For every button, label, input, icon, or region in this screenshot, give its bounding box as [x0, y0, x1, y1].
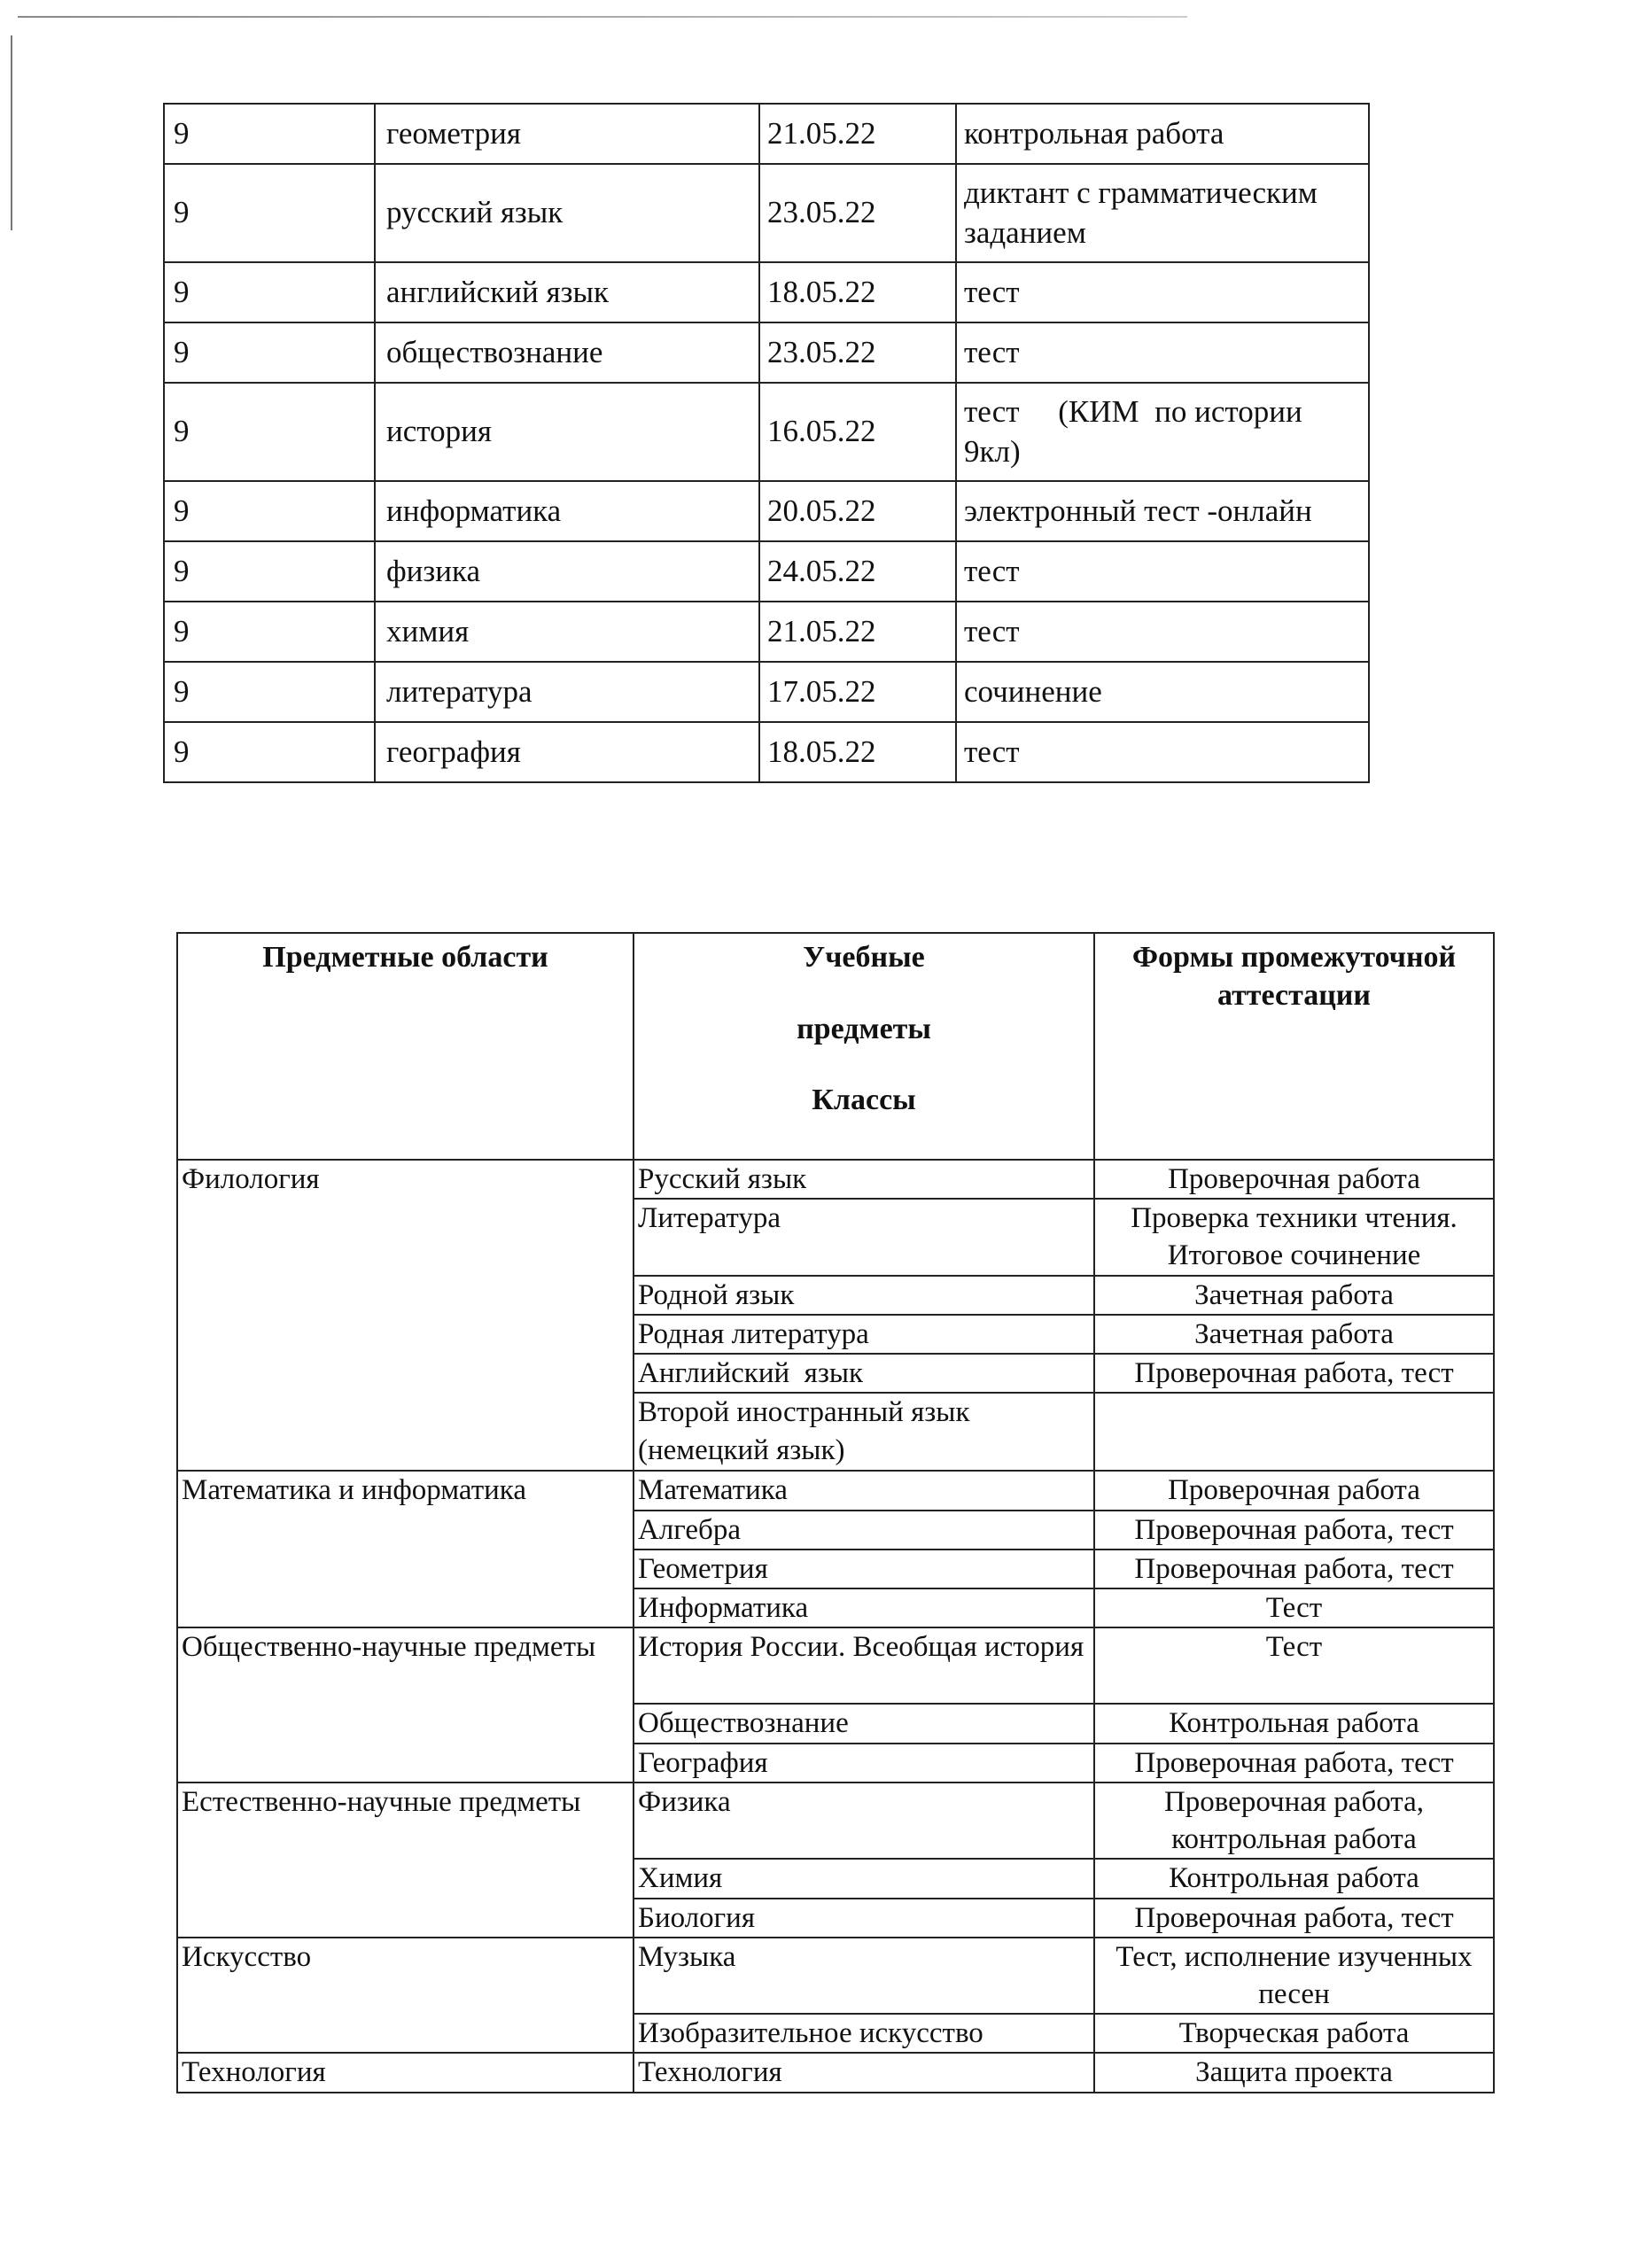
form-cell: диктант с грамматическим заданием [956, 164, 1369, 262]
subject-cell: Английский язык [634, 1354, 1094, 1393]
grade-cell: 9 [164, 481, 375, 541]
subject-cell: Обществознание [634, 1704, 1094, 1743]
subject-cell: История России. Всеобщая история [634, 1627, 1094, 1704]
table-row [177, 1938, 1494, 2014]
grade-cell: 9 [164, 662, 375, 722]
area-cell: Естественно-научные предметы [177, 1783, 634, 1938]
date-cell: 16.05.22 [759, 383, 956, 481]
subject-cell: обществознание [375, 322, 759, 383]
table-row [177, 1471, 1494, 1510]
date-cell: 23.05.22 [759, 164, 956, 262]
table-row [177, 1783, 1494, 1859]
date-cell: 17.05.22 [759, 662, 956, 722]
subject-cell: химия [375, 602, 759, 662]
subject-cell: Русский язык [634, 1160, 1094, 1199]
form-cell: Проверка техники чтения. Итоговое сочинение [1094, 1199, 1494, 1275]
subject-cell: Второй иностранный язык (немецкий язык) [634, 1393, 1094, 1471]
form-cell: Проверочная работа, тест [1094, 1511, 1494, 1550]
subject-cell: Изобразительное искусство [634, 2014, 1094, 2053]
form-cell: Зачетная работа [1094, 1315, 1494, 1354]
subject-cell: английский язык [375, 262, 759, 322]
form-cell: Контрольная работа [1094, 1704, 1494, 1743]
table-row [164, 722, 1369, 782]
header-areas: Предметные области [177, 933, 634, 1160]
form-cell: сочинение [956, 662, 1369, 722]
form-cell: Творческая работа [1094, 2014, 1494, 2053]
subject-cell: Физика [634, 1783, 1094, 1859]
subject-cell: история [375, 383, 759, 481]
subject-cell: Родной язык [634, 1276, 1094, 1315]
scan-artifact-top-line [18, 16, 1187, 18]
form-cell: тест [956, 602, 1369, 662]
curriculum-table [176, 932, 1495, 2093]
header-forms: Формы промежуточной аттестации [1094, 933, 1494, 1160]
date-cell: 24.05.22 [759, 541, 956, 602]
area-cell: Математика и информатика [177, 1471, 634, 1627]
form-cell: тест [956, 322, 1369, 383]
table-row [164, 104, 1369, 164]
form-cell: Проверочная работа [1094, 1160, 1494, 1199]
form-cell: Тест, исполнение изученных песен [1094, 1938, 1494, 2014]
form-cell: Проверочная работа, тест [1094, 1550, 1494, 1588]
form-cell: электронный тест -онлайн [956, 481, 1369, 541]
exam-schedule-table [163, 103, 1370, 783]
area-cell: Технология [177, 2053, 634, 2092]
form-cell: Тест [1094, 1588, 1494, 1627]
form-cell: тест [956, 541, 1369, 602]
subject-cell: география [375, 722, 759, 782]
form-cell: Проверочная работа [1094, 1471, 1494, 1510]
form-cell: Проверочная работа, тест [1094, 1744, 1494, 1783]
form-cell [1094, 1393, 1494, 1471]
header-subjects [634, 933, 1094, 1160]
table-row [164, 541, 1369, 602]
header-classes: Классы [812, 1084, 916, 1116]
table-row [177, 2053, 1494, 2092]
header-row [177, 933, 1494, 1160]
date-cell: 18.05.22 [759, 262, 956, 322]
area-cell: Искусство [177, 1938, 634, 2054]
subject-cell: Технология [634, 2053, 1094, 2092]
form-cell: Зачетная работа [1094, 1276, 1494, 1315]
form-cell: Защита проекта [1094, 2053, 1494, 2092]
form-cell: тест [956, 722, 1369, 782]
table-row [164, 262, 1369, 322]
date-cell: 20.05.22 [759, 481, 956, 541]
form-cell: тест [956, 262, 1369, 322]
header-subjects-line1: Учебные [803, 941, 925, 974]
table-row [164, 322, 1369, 383]
table-row [164, 164, 1369, 262]
form-cell: Тест [1094, 1627, 1494, 1704]
date-cell: 23.05.22 [759, 322, 956, 383]
form-cell: Проверочная работа, тест [1094, 1354, 1494, 1393]
grade-cell: 9 [164, 164, 375, 262]
form-cell: Проверочная работа, контрольная работа [1094, 1783, 1494, 1859]
form-cell: Проверочная работа, тест [1094, 1899, 1494, 1938]
subject-cell: Музыка [634, 1938, 1094, 2014]
subject-cell: Математика [634, 1471, 1094, 1510]
grade-cell: 9 [164, 383, 375, 481]
table-row [177, 1627, 1494, 1704]
area-cell: Филология [177, 1160, 634, 1471]
subject-cell: информатика [375, 481, 759, 541]
form-cell: Контрольная работа [1094, 1859, 1494, 1898]
table-row [177, 1160, 1494, 1199]
table-row [164, 481, 1369, 541]
grade-cell: 9 [164, 541, 375, 602]
subject-cell: геометрия [375, 104, 759, 164]
table-row [164, 383, 1369, 481]
area-cell: Общественно-научные предметы [177, 1627, 634, 1782]
grade-cell: 9 [164, 262, 375, 322]
subject-cell: литература [375, 662, 759, 722]
table-row [164, 662, 1369, 722]
form-cell: тест (КИМ по истории 9кл) [956, 383, 1369, 481]
date-cell: 18.05.22 [759, 722, 956, 782]
table-row [164, 602, 1369, 662]
grade-cell: 9 [164, 104, 375, 164]
grade-cell: 9 [164, 322, 375, 383]
header-subjects-line2: предметы [797, 1012, 931, 1045]
scan-artifact-left-line [11, 35, 12, 230]
grade-cell: 9 [164, 722, 375, 782]
subject-cell: русский язык [375, 164, 759, 262]
subject-cell: Геометрия [634, 1550, 1094, 1588]
subject-cell: Родная литература [634, 1315, 1094, 1354]
date-cell: 21.05.22 [759, 602, 956, 662]
subject-cell: Информатика [634, 1588, 1094, 1627]
subject-cell: География [634, 1744, 1094, 1783]
date-cell: 21.05.22 [759, 104, 956, 164]
form-cell: контрольная работа [956, 104, 1369, 164]
grade-cell: 9 [164, 602, 375, 662]
subject-cell: физика [375, 541, 759, 602]
subject-cell: Алгебра [634, 1511, 1094, 1550]
subject-cell: Химия [634, 1859, 1094, 1898]
subject-cell: Биология [634, 1899, 1094, 1938]
subject-cell: Литература [634, 1199, 1094, 1275]
